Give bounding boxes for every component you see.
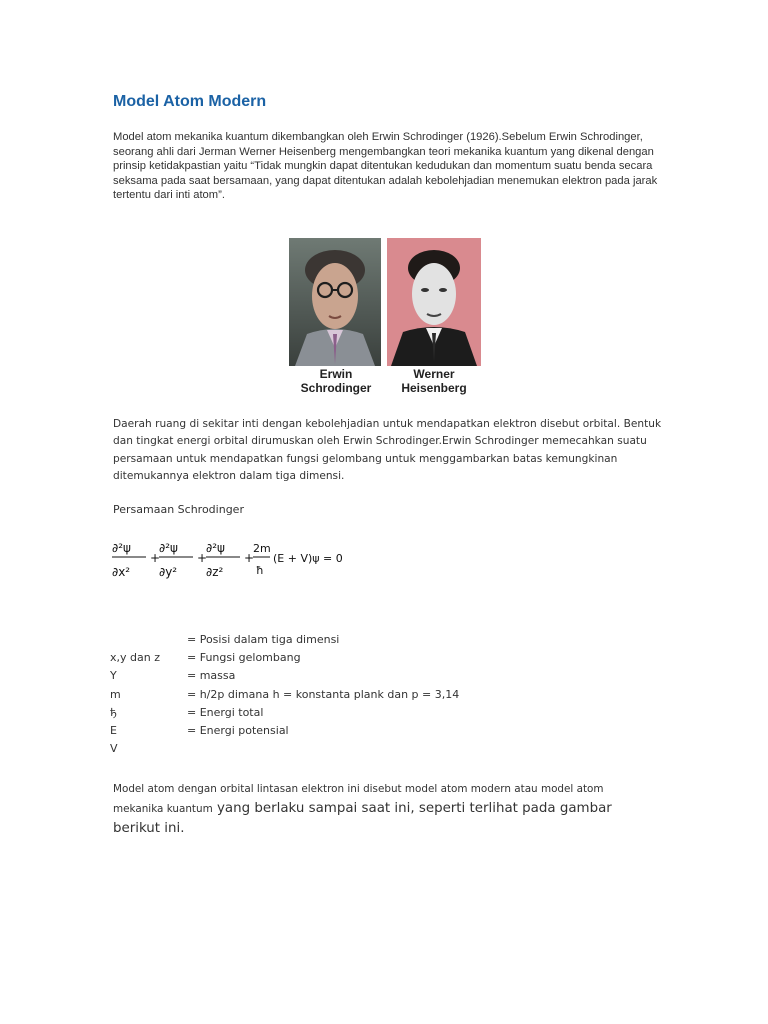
intro-paragraph: Model atom mekanika kuantum dikembangkan oleh Erwin Schrodinger (1926).Sebelum Erwin Schrodinger, seorang ahli dari Jerman Werner Heisenberg mengembangkan teori mekanika kuantum yang dikenal dengan prinsip ketidakpastian yaitu “Tidak mungkin dapat ditentukan kedudukan dan momentum suatu benda secara seksama pada saat bersamaan, yang dapat ditentukan adalah kebolehjadian menemukan elektron pada jarak tertentu dari inti atom”. — [113, 131, 658, 202]
variable-definition: = Energi potensial — [187, 723, 289, 737]
equation-denominator: ħ — [256, 564, 264, 577]
page-title: Model Atom Modern — [113, 93, 267, 110]
variable-definition: = Fungsi gelombang — [187, 651, 301, 665]
equation-numerator: ∂²ψ — [206, 541, 225, 555]
orbital-paragraph: Daerah ruang di sekitar inti dengan kebolehjadian untuk mendapatkan elektron disebut orbital. Bentuk dan tingkat energi orbital dirumuskan oleh Erwin Schrodinger.Erwin Schrodinger memecahkan suatu persamaan untuk mendapatkan fungsi gelombang untuk menggambarkan batas kemungkinan ditemukannya elektron dalam tiga dimensi. — [113, 418, 662, 483]
variable-symbol: V — [110, 742, 118, 756]
variable-symbol: m — [110, 687, 121, 701]
variable-definition: = h/2p dimana h = konstanta plank dan p = 3,14 — [187, 687, 460, 701]
equation-numerator: 2m — [253, 542, 271, 555]
variable-symbol: Y — [110, 669, 117, 683]
variable-symbol: ђ — [110, 705, 117, 719]
closing-paragraph — [113, 780, 653, 839]
variable-definitions — [187, 631, 459, 740]
variable-definition: = massa — [187, 669, 236, 683]
schrodinger-equation — [110, 534, 350, 584]
scientist-photos — [289, 238, 481, 400]
heisenberg-portrait — [387, 238, 481, 366]
equation-tail: (E + V)ψ = 0 — [273, 552, 343, 565]
closing-text-small: Model atom dengan orbital lintasan elektron ini disebut model atom modern atau model atom mekanika kuantum — [113, 783, 604, 815]
variable-symbol: x,y dan z — [110, 651, 160, 665]
heisenberg-caption: Werner Heisenberg — [401, 367, 467, 395]
svg-text:+: + — [244, 551, 255, 565]
closing-text-large: yang berlaku sampai saat ini, seperti terlihat pada gambar berikut ini. — [113, 801, 612, 836]
variable-definition: = Energi total — [187, 705, 264, 719]
svg-text:+: + — [197, 551, 208, 565]
equation-numerator: ∂²ψ — [159, 541, 178, 555]
equation-denominator: ∂z² — [206, 565, 224, 579]
equation-label: Persamaan Schrodinger — [113, 503, 244, 516]
equation-denominator: ∂y² — [159, 565, 178, 579]
svg-text:+: + — [150, 551, 161, 565]
equation-denominator: ∂x² — [112, 565, 131, 579]
schrodinger-caption: Erwin Schrodinger — [300, 367, 372, 395]
schrodinger-portrait — [289, 238, 381, 366]
equation-numerator: ∂²ψ — [112, 541, 131, 555]
variable-symbol: E — [110, 723, 117, 737]
variable-definition: = Posisi dalam tiga dimensi — [187, 633, 340, 646]
